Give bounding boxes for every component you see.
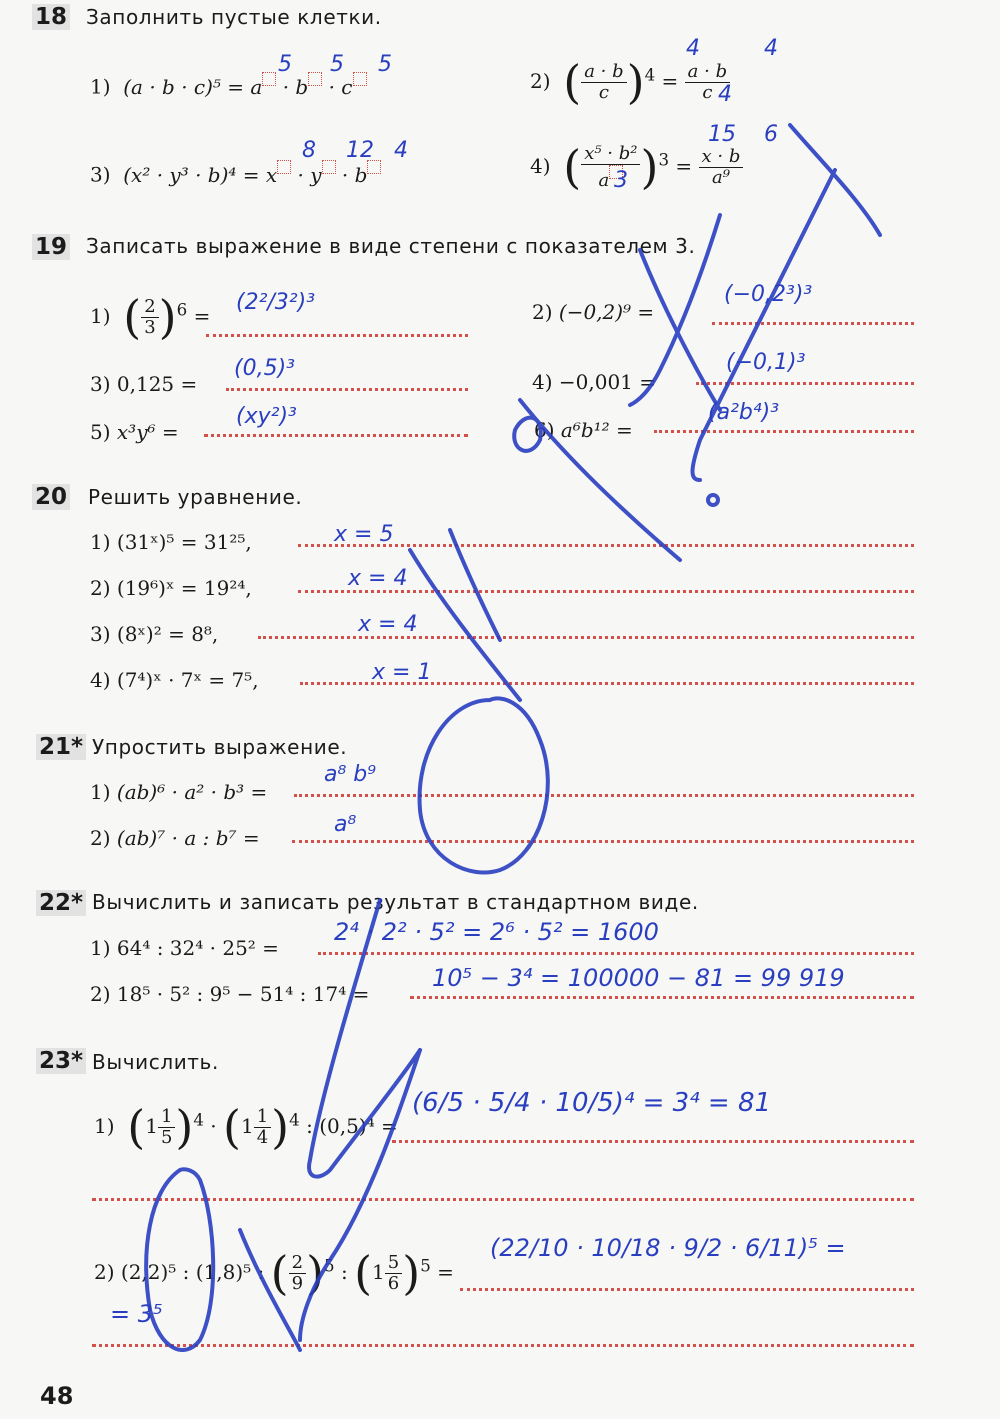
handwritten-answer: a⁸ — [334, 812, 357, 837]
handwritten-answer: 5 — [278, 52, 292, 77]
expression: 2) (ab)⁷ · a : b⁷ = — [90, 826, 260, 850]
handwritten-answer: (2²/3²)³ — [236, 290, 316, 315]
expression: 3) (x² · y³ · b)⁴ = x · y · b — [90, 160, 381, 187]
handwritten-answer: 2⁴ · 2² · 5² = 2⁶ · 5² = 1600 — [334, 918, 659, 946]
handwritten-answer: (−0,2³)³ — [724, 282, 813, 307]
expression: 5) x³y⁶ = — [90, 420, 179, 444]
task-title: Вычислить. — [92, 1050, 219, 1074]
handwritten-answer: 6 — [764, 122, 778, 147]
handwritten-answer: 10⁵ − 3⁴ = 100000 − 81 = 99 919 — [432, 964, 845, 992]
expression: 1) (ab)⁶ · a² · b³ = — [90, 780, 268, 804]
handwritten-answer: (0,5)³ — [234, 356, 295, 381]
handwritten-answer: (xy²)³ — [236, 404, 297, 429]
expression: 1) ( $\frac{2}{3}$ )$^6$ = — [90, 290, 211, 344]
expression: 1) 64⁴ : 32⁴ · 25² = — [90, 936, 279, 960]
task-number: 19 — [32, 234, 70, 260]
handwritten-answer: x = 5 — [334, 522, 394, 547]
expression: 1) (1 $\frac{1}{5}$ )$^4$ · (1 $\frac{1}{4}$ )$^4$ : (0,5)⁴ = — [94, 1100, 398, 1154]
task-number: 22* — [36, 890, 86, 916]
expression: 2) (2,2)⁵ : (1,8)⁵ : ( $\frac{2}{9}$ )$^5$ : (1 $\frac{5}{6}$ )$^5$ = — [94, 1246, 454, 1300]
task-number: 18 — [32, 4, 70, 30]
task-number: 20 — [32, 484, 70, 510]
handwritten-answer: 5 — [330, 52, 344, 77]
handwritten-answer: (a²b⁴)³ — [708, 400, 780, 425]
handwritten-answer: (6/5 · 5/4 · 10/5)⁴ = 3⁴ = 81 — [412, 1088, 772, 1118]
expression: 6) a⁶b¹² = — [534, 418, 633, 442]
handwritten-answer: 4 — [394, 138, 408, 163]
expression: 1) (a · b · c)⁵ = a · b · c — [90, 72, 367, 99]
handwritten-answer: 15 — [708, 122, 736, 147]
handwritten-answer: a⁸ b⁹ — [324, 762, 377, 787]
handwritten-answer: (22/10 · 10/18 · 9/2 · 6/11)⁵ = — [490, 1234, 846, 1262]
expression: 4) (7⁴)ˣ · 7ˣ = 7⁵, — [90, 668, 259, 692]
expression: 4) −0,001 = — [532, 370, 657, 394]
expression: 1) (31ˣ)⁵ = 31²⁵, — [90, 530, 252, 554]
expression: 3) 0,125 = — [90, 372, 198, 396]
task-title: Заполнить пустые клетки. — [86, 5, 382, 29]
task-number: 23* — [36, 1048, 86, 1074]
task-title: Записать выражение в виде степени с показателем 3. — [86, 234, 696, 258]
handwritten-answer: 5 — [378, 52, 392, 77]
handwritten-answer: 12 — [346, 138, 374, 163]
handwritten-answer: 4 — [764, 36, 778, 61]
handwritten-answer: 4 — [686, 36, 700, 61]
expression: 2) (19⁶)ˣ = 19²⁴, — [90, 576, 252, 600]
expression: 2) 18⁵ · 5² : 9⁵ − 51⁴ : 17⁴ = — [90, 982, 370, 1006]
handwritten-answer: x = 4 — [358, 612, 418, 637]
task-title: Вычислить и записать результат в стандартном виде. — [92, 890, 699, 914]
handwritten-answer: x = 4 — [348, 566, 408, 591]
task-title: Упростить выражение. — [92, 735, 348, 759]
handwritten-answer: 4 — [718, 82, 732, 107]
expression: 3) (8ˣ)² = 8⁸, — [90, 622, 219, 646]
handwritten-answer: x = 1 — [372, 660, 432, 685]
expression: 2) ( $\frac{a \cdot b}{c}$ )$^4$ = $\frac{a \cdot b}{c}$ — [530, 55, 730, 110]
task-number: 21* — [36, 734, 86, 760]
handwritten-answer: (−0,1)³ — [726, 350, 806, 375]
handwritten-answer: = 3⁵ — [110, 1300, 163, 1328]
handwritten-answer: 8 — [302, 138, 316, 163]
expression: 4) ( $\frac{\text{x⁵ · b²}}{a}$ )$^3$ = $\frac{x \cdot b}{\text{a⁹}}$ — [530, 140, 743, 195]
expression: 2) (−0,2)⁹ = — [532, 300, 655, 324]
handwritten-answer: 3 — [614, 168, 628, 193]
page-number: 48 — [40, 1382, 74, 1410]
task-title: Решить уравнение. — [88, 485, 303, 509]
